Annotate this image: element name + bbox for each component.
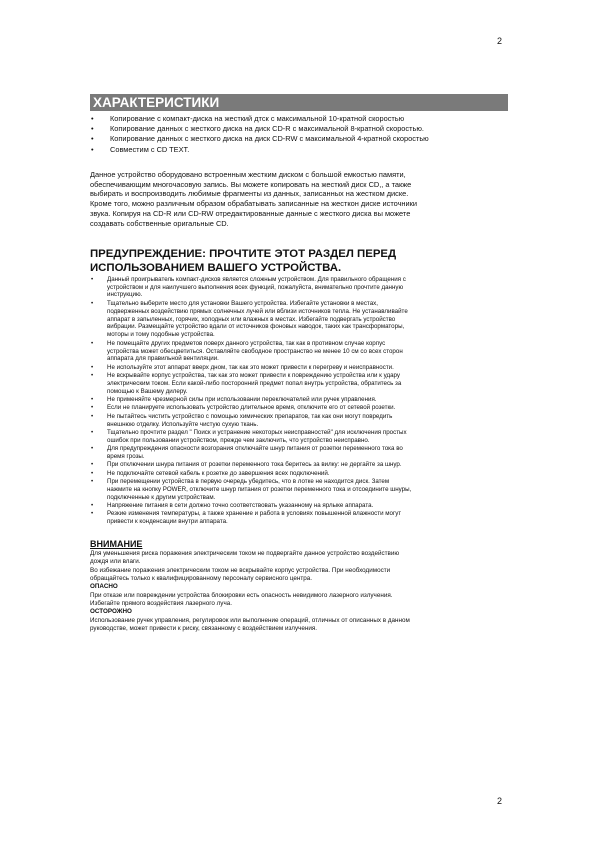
attention-line: При отказе или повреждении устройства блокировки есть опасность невидимого лазерного излучения. — [90, 591, 393, 599]
features-list — [90, 114, 508, 155]
attention-label: ОСТОРОЖНО — [90, 608, 132, 616]
warning-item-line: инструкцию. — [107, 291, 143, 299]
warning-item-line: • Тщательно выберите место для установки Вашего устройства. Избегайте установки в местах, — [107, 299, 378, 307]
paragraph-line: Данное устройство оборудовано встроенным жестким диском с большой емкостью памяти, — [90, 169, 406, 179]
warning-item-line: аппарата для правильной вентиляции. — [107, 355, 219, 363]
warning-item-line: • При перемещении устройства в первую очередь убедитесь, что в лотке не находится диск. Затем — [107, 477, 390, 485]
attention-line: Избегайте прямого воздействия лазерного луча. — [90, 599, 232, 607]
warning-item-line: • Резкие изменения температуры, а также хранение и работа в условиях повышенной влажности могут — [107, 510, 402, 518]
warning-item-line: • Не применяйте чрезмерной силы при использовании переключателей или ручек управления. — [107, 396, 377, 404]
warning-item-line: электрическим током. Если какой-либо посторонний предмет попал внутрь устройства, обратитесь за — [107, 379, 402, 387]
paragraph-line: звука. Копируя на CD-R или CD-RW отредактированные данные с жесткого диска вы можете — [90, 209, 411, 218]
attention-label: ОПАСНО — [90, 583, 118, 591]
warning-item-line: • Для предупреждения опасности возгорания отключайте шнур питания от розетки переменного тока во — [107, 445, 403, 453]
attention-line: Использование ручек управления, регулировок или выполнение операций, отличных от описанных в данном — [90, 616, 410, 624]
warning-item — [90, 396, 508, 404]
page-number-top: 2 — [497, 36, 503, 46]
attention-line: обращайтесь только к квалифицированному персоналу сервисного центра. — [90, 575, 312, 583]
warning-item-line: привести к конденсации внутри аппарата. — [107, 518, 228, 526]
warning-item — [90, 445, 508, 461]
feature-item: • Копирование данных с жесткого диска на диск CD-R с максимальной 8-кратной скоростью. — [90, 124, 508, 134]
warning-item — [90, 276, 508, 300]
warning-item-line: • Тщательно прочтите раздел " Поиск и устранение некоторых неисправностей" для исключения простых — [107, 428, 407, 436]
feature-item: • Копирование с компакт-диска на жесткий дтск с максимальной 10-кратной скоростью — [90, 114, 508, 124]
warning-item — [90, 478, 508, 502]
warning-item-line: внешнюю отделку. Используйте чистую сухую ткань. — [107, 420, 259, 428]
paragraph-line: создавать собственные оригальные CD. — [90, 218, 229, 228]
section-title-bar: ХАРАКТЕРИСТИКИ — [90, 94, 508, 111]
warning-item-line: время грозы. — [107, 453, 145, 461]
page-number-bottom: 2 — [497, 796, 503, 806]
warning-item-line: вибрации. Размещайте устройство вдали от источников фоновых наводок, таких как трансформаторы, — [107, 323, 405, 331]
warning-heading — [90, 247, 508, 276]
warning-item-line: • Данный проигрыватель компакт-дисков является сложным устройством. Для правильного обращения с — [107, 275, 406, 283]
warning-item-line: • Не используйте этот аппарат вверх дном, так как это может привести к перегреву и неисправности. — [107, 363, 394, 371]
page-content — [90, 94, 508, 633]
warning-item-line: • Не вскрывайте корпус устройства, так как это может привести к повреждению устройства или к удару — [107, 372, 400, 380]
attention-line: руководстве, может привести к риску, связанному с воздействием излучения. — [90, 624, 318, 632]
feature-item: • Совместим с CD TEXT. — [90, 145, 508, 155]
warning-item-line: • Напряжение питания в сети должно точно соответствовать указанному на ярлыке аппарата. — [107, 502, 374, 510]
warning-item — [90, 300, 508, 340]
warning-item-line: • Не подключайте сетевой кабель к розетке до завершения всех подключений. — [107, 469, 330, 477]
warning-title-line: ПРЕДУПРЕЖДЕНИЕ: ПРОЧТИТЕ ЭТОТ РАЗДЕЛ ПЕРЕД — [90, 247, 397, 260]
warning-item-line: • При отключении шнура питания от розетки переменного тока беритесь за вилку: не дергайте за шнур. — [107, 461, 402, 469]
warning-item-line: устройства может обесцветиться. Оставляйте свободное пространство не менее 10 см со всех сторон — [107, 347, 403, 355]
warning-item — [90, 413, 508, 429]
attention-body — [90, 550, 508, 633]
attention-line: Во избежание поражения электрическим током не вскрывайте корпус устройства. При необходимости — [90, 566, 391, 574]
warning-item — [90, 502, 508, 510]
warning-item — [90, 461, 508, 469]
warning-item — [90, 404, 508, 412]
warning-item-line: • Не пытайтесь чистить устройство с помощью химических препаратов, так как они могут повредить — [107, 412, 393, 420]
warning-item — [90, 510, 508, 526]
warning-item — [90, 340, 508, 364]
warning-item-line: • Если не планируете использовать устройство длительное время, отключите его от сетевой розетки. — [107, 404, 396, 412]
warning-item-line: моторы и тому подобные устройства. — [107, 331, 215, 339]
warning-item — [90, 364, 508, 372]
paragraph-line: обеспечивающим многочасовую запись. Вы можете копировать на жесткий диск CD,, а также — [90, 179, 412, 189]
warning-item-line: устройством и для наилучшего выполнения всех функций, пожалуйста, внимательно прочтите данную — [107, 283, 404, 291]
warning-item-line: подключенные к другим устройствам. — [107, 493, 216, 501]
warning-item-line: подверженных воздействию прямых солнечных лучей или вблизи источников тепла. Не устанавливайте — [107, 307, 408, 315]
description-paragraph — [90, 170, 508, 229]
warning-item — [90, 429, 508, 445]
warning-item-line: • Не помещайте других предметов поверх данного устройства, так как в противном случае корпус — [107, 339, 386, 347]
warning-title-line: ИСПОЛЬЗОВАНИЕМ ВАШЕГО УСТРОЙСТВА. — [90, 262, 342, 275]
warning-item — [90, 470, 508, 478]
paragraph-line: Кроме того, можно различным образом обрабатывать записанные на жесткон диске источники — [90, 199, 418, 209]
attention-line: Для уменьшения риска поражения электрическим током не подвергайте данное устройство воздействию — [90, 550, 400, 558]
warning-item-line: нажмите на кнопку POWER, отключите шнур питания от розетки переменного тока и отсоедините шнуры, — [107, 485, 412, 493]
attention-line: дождя или влаги. — [90, 558, 141, 566]
warning-item — [90, 372, 508, 396]
feature-item: • Копирование данных с жесткого диска на диск CD-RW с максимальной 4-кратной скоростью — [90, 134, 508, 144]
warning-list — [90, 276, 508, 527]
warning-item-line: ошибок при пользовании устройством, прежде чем заключить, что устройство неисправно. — [107, 436, 370, 444]
warning-item-line: аппарат в запыленных, горячих, холодных или влажных в местах. Избегайте подвергать устройство — [107, 315, 396, 323]
warning-item-line: помощью к Вашему дилеру. — [107, 387, 188, 395]
attention-heading: ВНИМАНИЕ — [90, 539, 143, 550]
paragraph-line: выбирать и воспроизводить любимые фрагменты из данных, записанных на жестком диске. — [90, 189, 409, 199]
